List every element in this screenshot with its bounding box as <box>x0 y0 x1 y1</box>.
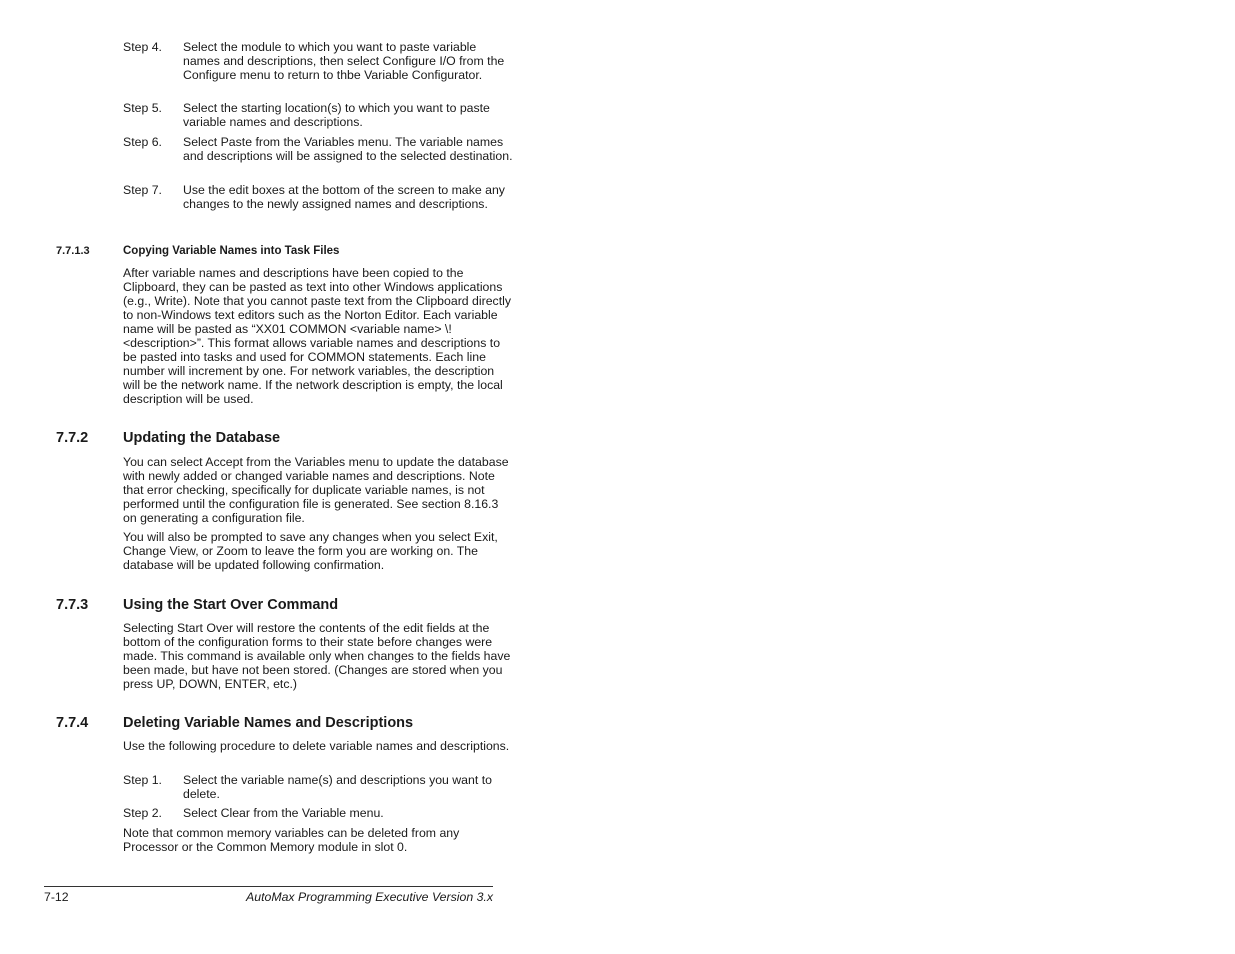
section-title: Copying Variable Names into Task Files <box>123 245 340 257</box>
paragraph: Selecting Start Over will restore the contents of the edit fields at the bottom of the configuration forms to their state before changes were made. This command is available only when changes to the fields have been made, but have not been stored. (Changes are stored when you press UP, DOWN, ENTER, etc.) <box>123 621 511 691</box>
section-title: Updating the Database <box>123 430 281 446</box>
section-title: Using the Start Over Command <box>123 597 339 613</box>
footer-divider <box>44 886 493 887</box>
step-label: Step 6. <box>123 135 162 149</box>
step-text: Use the edit boxes at the bottom of the screen to make any changes to the newly assigned names and descriptions. <box>183 183 505 211</box>
step-label: Step 2. <box>123 806 162 820</box>
section-number: 7.7.4 <box>56 715 89 731</box>
step-text: Select the module to which you want to paste variable names and descriptions, then select Configure I/O from the Configure menu to return to thbe Variable Configurator. <box>183 40 505 82</box>
section-title: Deleting Variable Names and Descriptions <box>123 715 414 731</box>
document-title: AutoMax Programming Executive Version 3.x <box>246 890 493 904</box>
paragraph: Note that common memory variables can be deleted from any Processor or the Common Memory module in slot 0. <box>123 826 460 854</box>
section-number: 7.7.1.3 <box>56 245 90 257</box>
step-text: Select the starting location(s) to which you want to paste variable names and descriptions. <box>183 101 490 129</box>
section-number: 7.7.2 <box>56 430 89 446</box>
paragraph: Use the following procedure to delete variable names and descriptions. <box>123 739 510 753</box>
paragraph: You will also be prompted to save any changes when you select Exit, Change View, or Zoom to leave the form you are working on. The database will be updated following confirmation. <box>123 530 498 572</box>
page-number: 7-12 <box>44 890 69 904</box>
step-label: Step 7. <box>123 183 162 197</box>
step-text: Select Clear from the Variable menu. <box>183 806 384 820</box>
section-number: 7.7.3 <box>56 597 89 613</box>
step-text: Select the variable name(s) and descriptions you want to delete. <box>183 773 492 801</box>
step-label: Step 4. <box>123 40 162 54</box>
paragraph: You can select Accept from the Variables menu to update the database with newly added or changed variable names and descriptions. Note that error checking, specifically for duplicate variable names, is not performed until the configuration file is generated. See section 8.16.3 on generating a configuration file. <box>123 455 509 525</box>
step-text: Select Paste from the Variables menu. The variable names and descriptions will be assigned to the selected destination. <box>183 135 513 163</box>
step-label: Step 5. <box>123 101 162 115</box>
step-label: Step 1. <box>123 773 162 787</box>
paragraph: After variable names and descriptions have been copied to the Clipboard, they can be pasted as text into other Windows applications (e.g., Write). Note that you cannot paste text from the Clipboard directly to non-Windows text editors such as the Norton Editor. Each variable name will be pasted as “XX01 COMMON <variable name> \! <description>”. This format allows variable names and descriptions to be pasted into tasks and used for COMMON statements. Each line number will increment by one. For network variables, the description will be the network name. If the network description is empty, the local description will be used. <box>123 266 511 406</box>
